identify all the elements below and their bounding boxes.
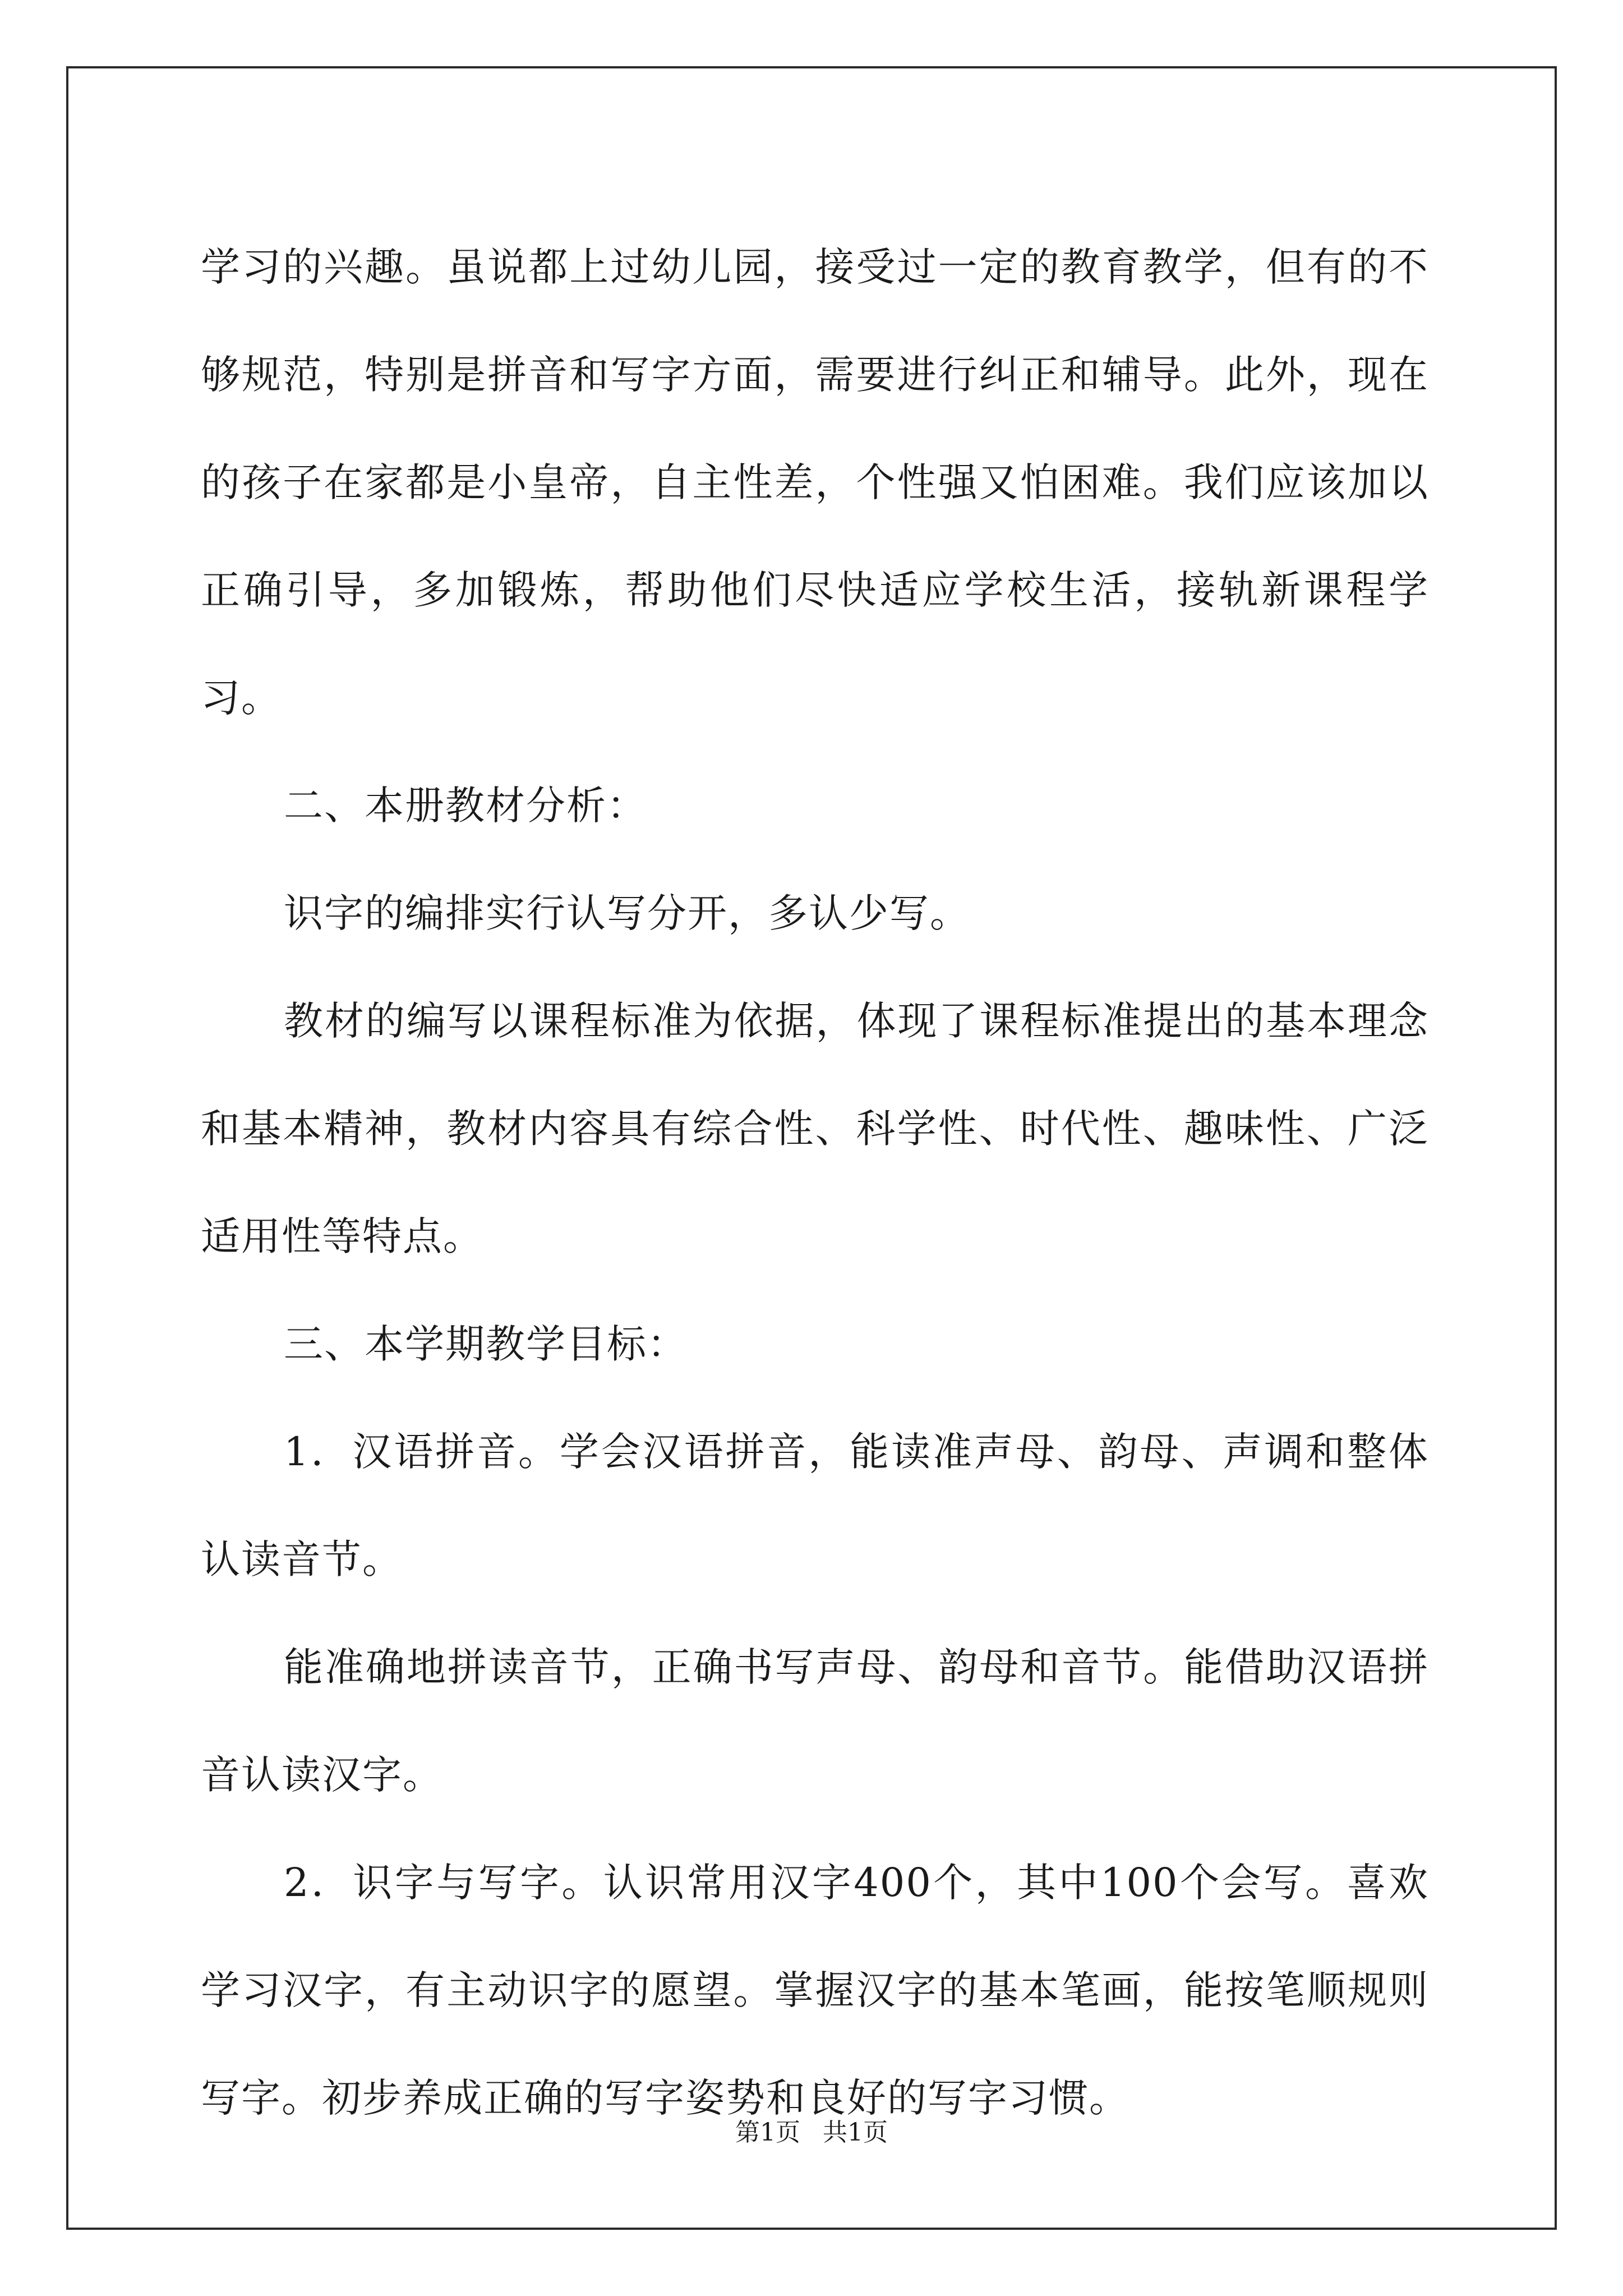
paragraph: 教材的编写以课程标准为依据，体现了课程标准提出的基本理念和基本精神，教材内容具有综合性、科学性、时代性、趣味性、广泛适用性等特点。 bbox=[201, 998, 1429, 1259]
page-number: 第1页 bbox=[735, 2118, 800, 2147]
page-footer bbox=[0, 2112, 1623, 2148]
paragraph: 识字的编排实行认写分开，多认少写。 bbox=[284, 890, 970, 936]
list-item: 2．识字与写字。认识常用汉字400个，其中100个会写。喜欢学习汉字，有主动识字的愿望。掌握汉字的基本笔画，能按笔顺规则写字。初步养成正确的写字姿势和良好的写字习惯。 bbox=[201, 1860, 1429, 2121]
document-body bbox=[201, 213, 1429, 2152]
section-heading: 二、本册教材分析： bbox=[284, 783, 647, 829]
paragraph: 学习的兴趣。虽说都上过幼儿园，接受过一定的教育教学，但有的不够规范，特别是拼音和写字方面，需要进行纠正和辅导。此外，现在的孩子在家都是小皇帝，自主性差，个性强又怕困难。我们应该加以正确引导，多加锻炼，帮助他们尽快适应学校生活，接轨新课程学习。 bbox=[201, 244, 1429, 721]
paragraph: 能准确地拼读音节，正确书写声母、韵母和音节。能借助汉语拼音认读汉字。 bbox=[201, 1644, 1429, 1798]
list-item: 1．汉语拼音。学会汉语拼音，能读准声母、韵母、声调和整体认读音节。 bbox=[201, 1429, 1429, 1582]
page-total: 共1页 bbox=[823, 2118, 888, 2147]
section-heading: 三、本学期教学目标： bbox=[284, 1321, 688, 1367]
